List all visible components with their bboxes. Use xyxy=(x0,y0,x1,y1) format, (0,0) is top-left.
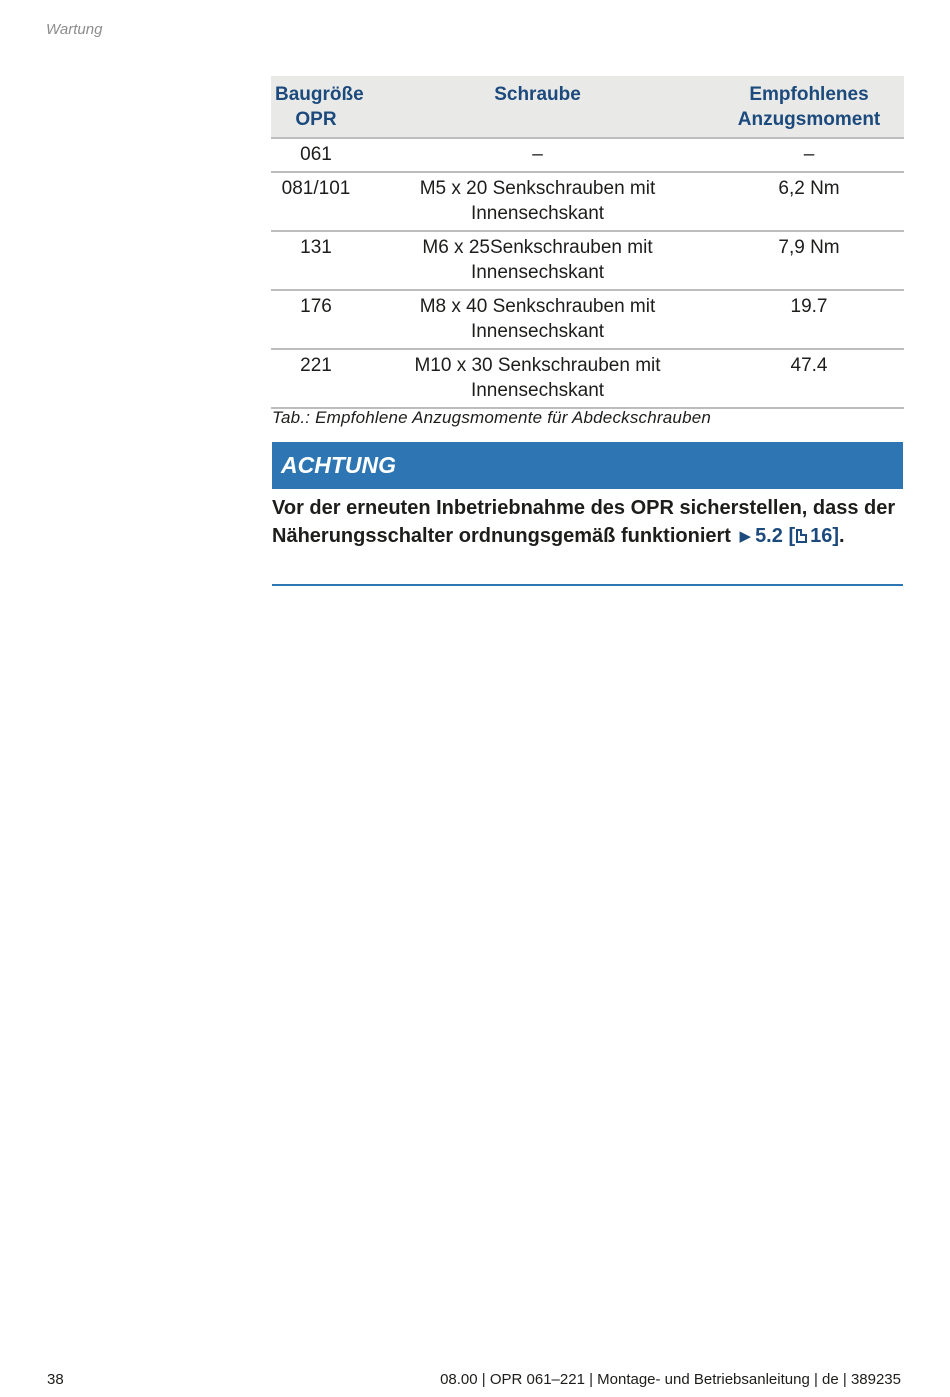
cell-screw: M5 x 20 Senkschrauben mit Innensechskant xyxy=(361,172,714,231)
xref-section: 5.2 xyxy=(755,525,783,547)
torque-table xyxy=(271,76,904,409)
notice-divider xyxy=(272,584,903,586)
table-row xyxy=(271,290,904,349)
column-header-screw: Schraube xyxy=(361,76,714,138)
xref-close-bracket: ] xyxy=(832,525,840,547)
table-row xyxy=(271,349,904,408)
cell-screw: M8 x 40 Senkschrauben mit Innensechskant xyxy=(361,290,714,349)
table-row xyxy=(271,138,904,172)
cross-reference-link[interactable] xyxy=(737,525,840,547)
footer-doc-info: 08.00 | OPR 061–221 | Montage- und Betriebsanleitung | de | 389235 xyxy=(440,1371,901,1388)
running-head: Wartung xyxy=(46,21,103,38)
cell-torque: 47.4 xyxy=(714,349,904,408)
cell-screw: – xyxy=(361,138,714,172)
triangle-right-icon: ▶ xyxy=(739,528,752,545)
cell-torque: 7,9 Nm xyxy=(714,231,904,290)
notice-end-punctuation: . xyxy=(839,525,845,547)
notice-title: ACHTUNG xyxy=(281,452,396,478)
table-row xyxy=(271,172,904,231)
xref-page: 16 xyxy=(810,525,833,547)
cell-size: 081/101 xyxy=(271,172,361,231)
cell-size: 061 xyxy=(271,138,361,172)
page-icon xyxy=(796,529,807,543)
table-header-row xyxy=(271,76,904,138)
notice-banner xyxy=(272,442,903,489)
cell-screw: M6 x 25Senkschrauben mit Innensechskant xyxy=(361,231,714,290)
notice-text: Vor der erneuten Inbetriebnahme des OPR sicherstellen, dass der Näherungsschalter ordnungsgemäß funktioniert xyxy=(272,497,896,547)
page-number: 38 xyxy=(47,1371,64,1388)
notice-body xyxy=(272,494,903,552)
cell-size: 176 xyxy=(271,290,361,349)
column-header-size: Baugröße OPR xyxy=(271,76,361,138)
table-caption: Tab.: Empfohlene Anzugsmomente für Abdeckschrauben xyxy=(272,408,712,427)
cell-torque: 6,2 Nm xyxy=(714,172,904,231)
cell-size: 131 xyxy=(271,231,361,290)
column-header-torque: Empfohlenes Anzugsmoment xyxy=(714,76,904,138)
cell-torque: 19.7 xyxy=(714,290,904,349)
xref-open-bracket: [ xyxy=(788,525,796,547)
cell-size: 221 xyxy=(271,349,361,408)
table-row xyxy=(271,231,904,290)
cell-screw: M10 x 30 Senkschrauben mit Innensechskant xyxy=(361,349,714,408)
cell-torque: – xyxy=(714,138,904,172)
